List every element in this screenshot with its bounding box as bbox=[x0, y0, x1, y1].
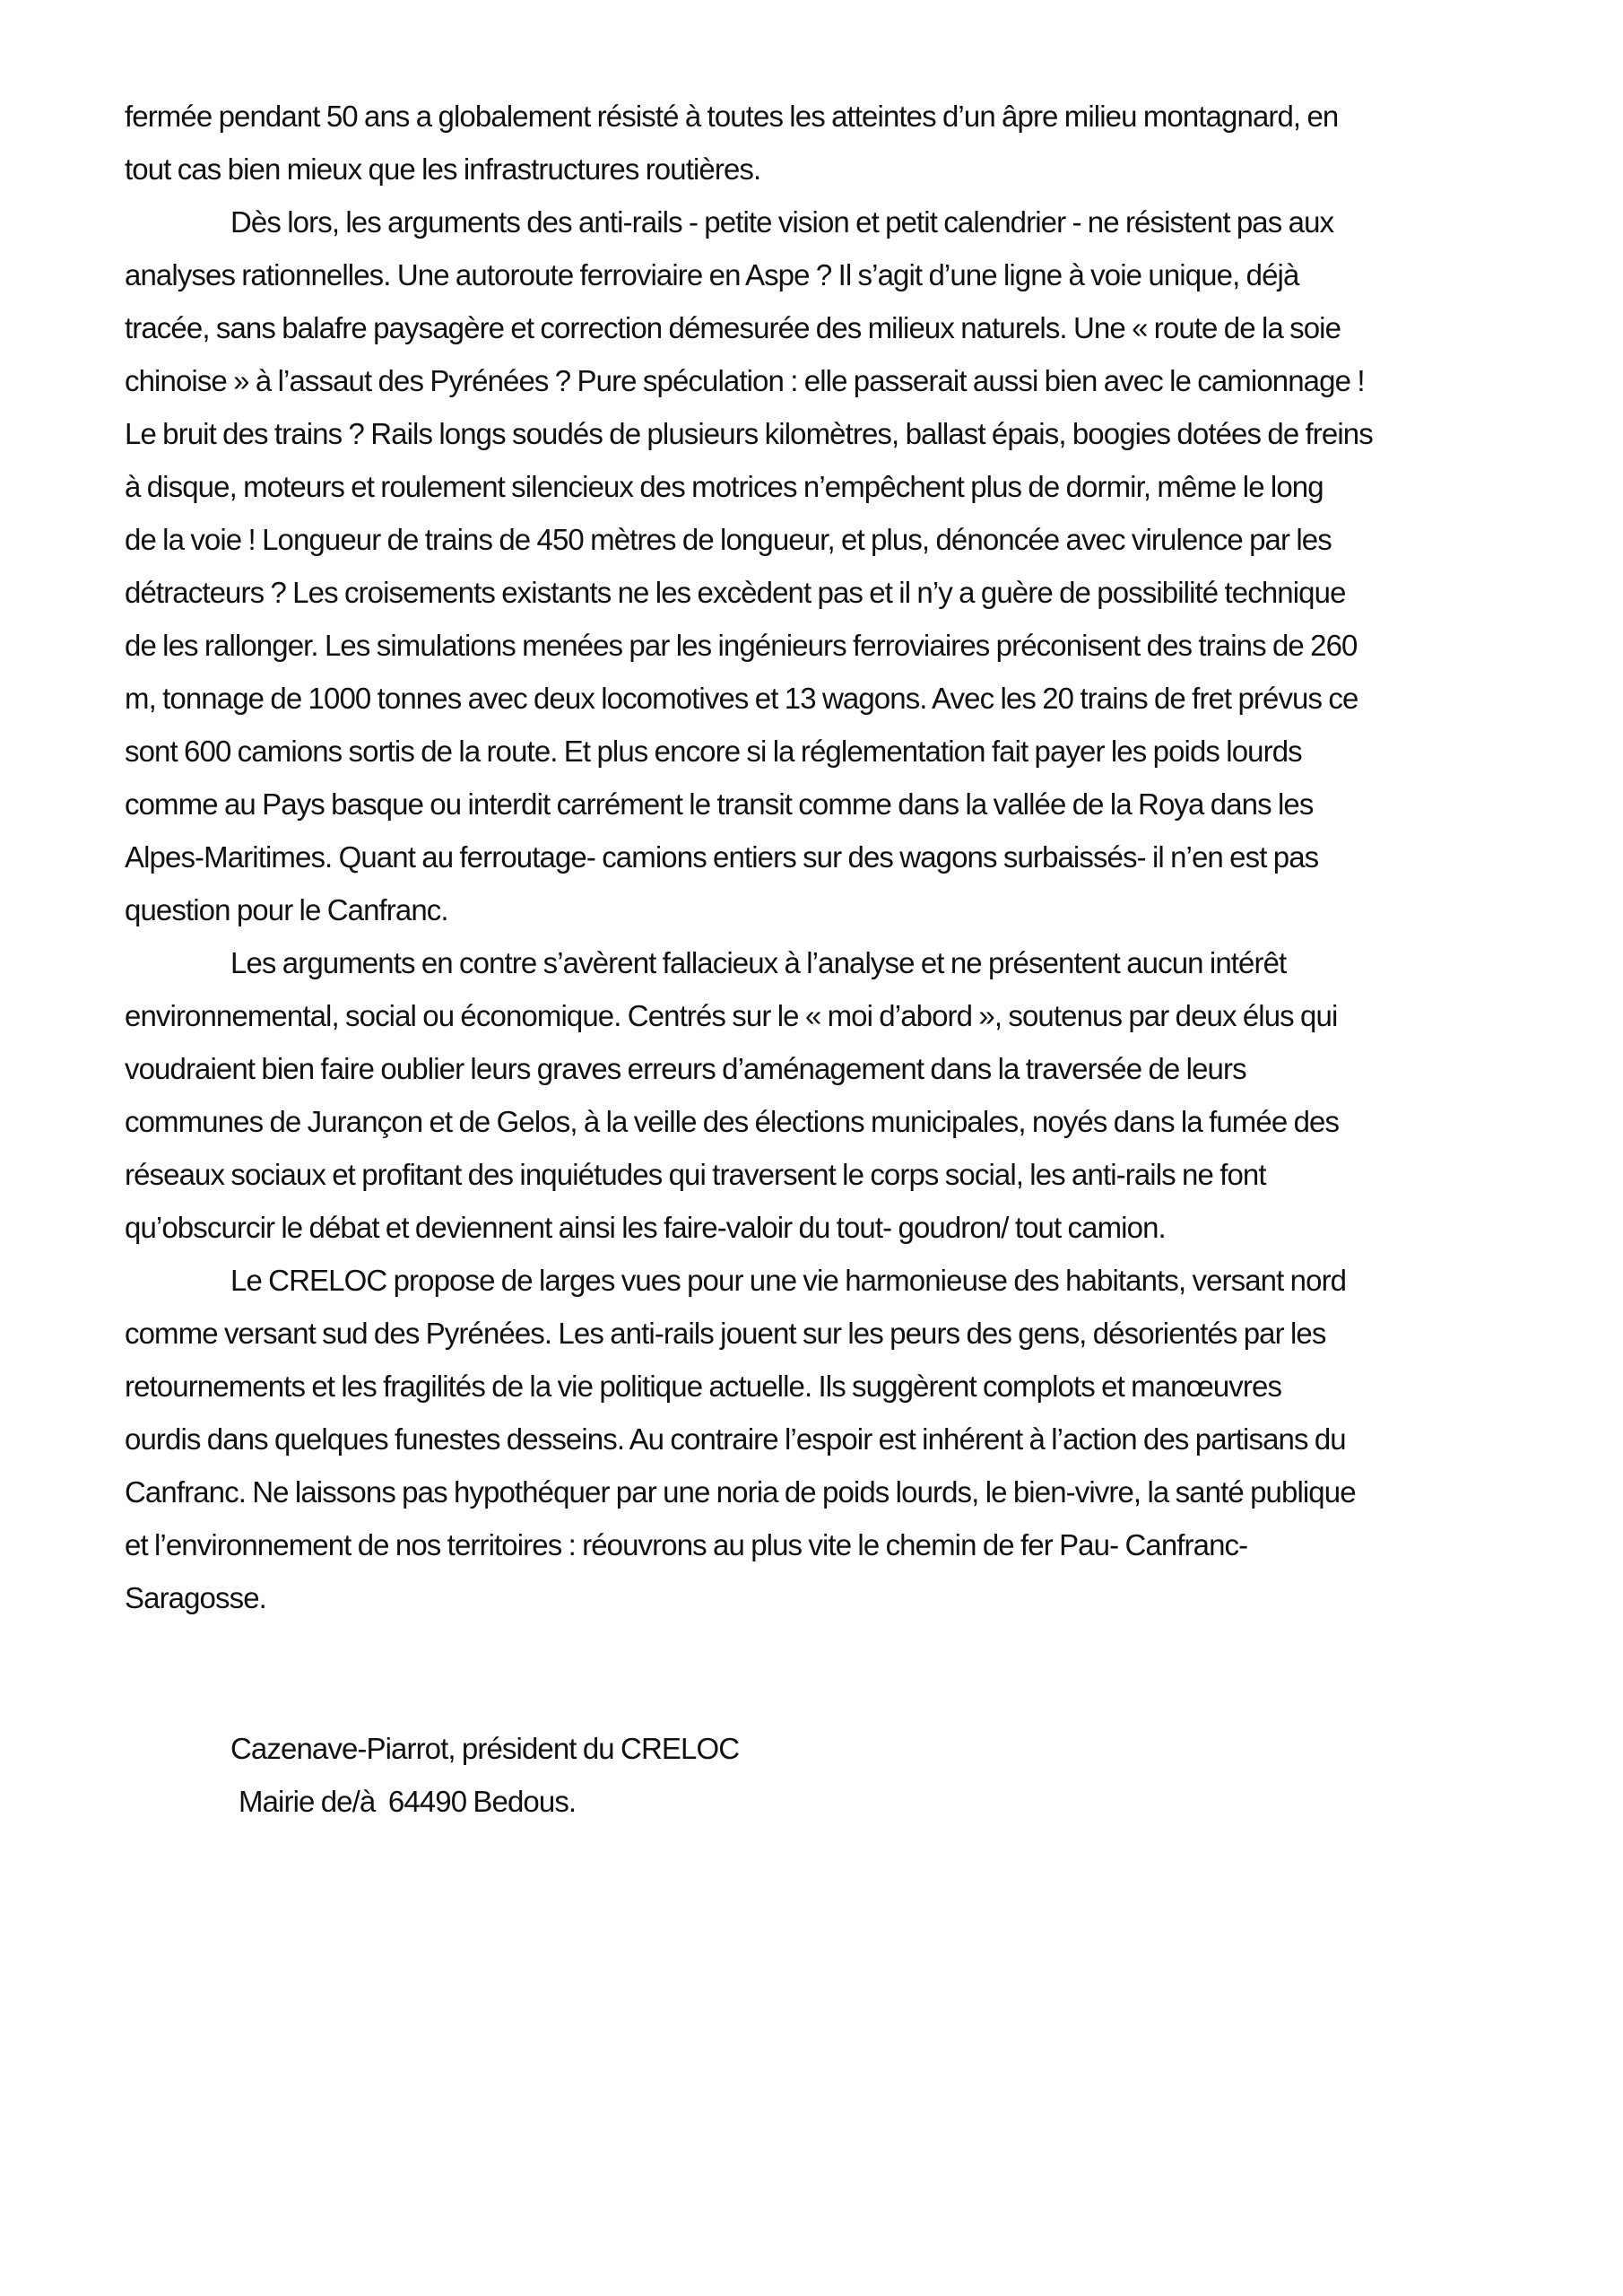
text-line: chinoise » à l’assaut des Pyrénées ? Pure spéculation : elle passerait aussi bien avec le camionnage ! bbox=[125, 364, 1365, 397]
text-line: tracée, sans balafre paysagère et correction démesurée des milieux naturels. Une « route de la soie bbox=[125, 311, 1341, 344]
text-line: ourdis dans quelques funestes desseins. Au contraire l’espoir est inhérent à l’action des partisans du bbox=[125, 1422, 1346, 1456]
text-line: à disque, moteurs et roulement silencieux des motrices n’empêchent plus de dormir, même le long bbox=[125, 470, 1324, 503]
text-line: Dès lors, les arguments des anti-rails - petite vision et petit calendrier - ne résistent pas aux bbox=[230, 205, 1334, 239]
text-line: fermée pendant 50 ans a globalement résisté à toutes les atteintes d’un âpre milieu montagnard, en bbox=[125, 100, 1339, 133]
text-line: Les arguments en contre s’avèrent fallacieux à l’analyse et ne présentent aucun intérêt bbox=[230, 946, 1287, 979]
text-line: de la voie ! Longueur de trains de 450 mètres de longueur, et plus, dénoncée avec virulence par les bbox=[125, 523, 1332, 556]
text-line: environnemental, social ou économique. Centrés sur le « moi d’abord », soutenus par deux élus qui bbox=[125, 999, 1338, 1032]
paragraph bbox=[125, 90, 1523, 196]
paragraph bbox=[125, 1254, 1523, 1624]
document-body bbox=[125, 90, 1523, 1624]
text-line: Saragosse. bbox=[125, 1581, 266, 1614]
text-line: et l’environnement de nos territoires : réouvrons au plus vite le chemin de fer Pau- Canfranc- bbox=[125, 1528, 1248, 1561]
paragraph bbox=[125, 936, 1523, 1254]
text-line: Le CRELOC propose de larges vues pour une vie harmonieuse des habitants, versant nord bbox=[230, 1264, 1347, 1297]
text-line: Alpes-Maritimes. Quant au ferroutage- camions entiers sur des wagons surbaissés- il n’en est pas bbox=[125, 840, 1319, 874]
text-line: détracteurs ? Les croisements existants ne les excèdent pas et il n’y a guère de possibilité technique bbox=[125, 576, 1346, 609]
text-line: question pour le Canfranc. bbox=[125, 893, 448, 926]
signature-address: Mairie de/à 64490 Bedous. bbox=[239, 1785, 577, 1818]
text-line: tout cas bien mieux que les infrastructures routières. bbox=[125, 152, 761, 186]
paragraph bbox=[125, 196, 1523, 936]
text-line: Le bruit des trains ? Rails longs soudés de plusieurs kilomètres, ballast épais, boogies dotées de freins bbox=[125, 417, 1373, 450]
text-line: comme au Pays basque ou interdit carrément le transit comme dans la vallée de la Roya dans les bbox=[125, 787, 1314, 821]
signature-block bbox=[230, 1722, 739, 1828]
text-line: communes de Jurançon et de Gelos, à la veille des élections municipales, noyés dans la fumée des bbox=[125, 1105, 1340, 1138]
text-line: qu’obscurcir le débat et deviennent ainsi les faire-valoir du tout- goudron/ tout camion. bbox=[125, 1211, 1166, 1244]
signature-author: Cazenave-Piarrot, président du CRELOC bbox=[230, 1732, 740, 1765]
text-line: retournements et les fragilités de la vie politique actuelle. Ils suggèrent complots et manœuvres bbox=[125, 1370, 1282, 1403]
text-line: réseaux sociaux et profitant des inquiétudes qui traversent le corps social, les anti-rails ne font bbox=[125, 1158, 1266, 1191]
text-line: m, tonnage de 1000 tonnes avec deux locomotives et 13 wagons. Avec les 20 trains de fret prévus ce bbox=[125, 682, 1358, 715]
text-line: voudraient bien faire oublier leurs graves erreurs d’aménagement dans la traversée de leurs bbox=[125, 1052, 1246, 1085]
text-line: Canfranc. Ne laissons pas hypothéquer par une noria de poids lourds, le bien-vivre, la santé publique bbox=[125, 1475, 1356, 1509]
text-line: comme versant sud des Pyrénées. Les anti-rails jouent sur les peurs des gens, désorientés par les bbox=[125, 1317, 1326, 1350]
text-line: sont 600 camions sortis de la route. Et plus encore si la réglementation fait payer les poids lourds bbox=[125, 735, 1302, 768]
text-line: analyses rationnelles. Une autoroute ferroviaire en Aspe ? Il s’agit d’une ligne à voie unique, déjà bbox=[125, 258, 1299, 291]
text-line: de les rallonger. Les simulations menées par les ingénieurs ferroviaires préconisent des trains de 260 bbox=[125, 629, 1358, 662]
